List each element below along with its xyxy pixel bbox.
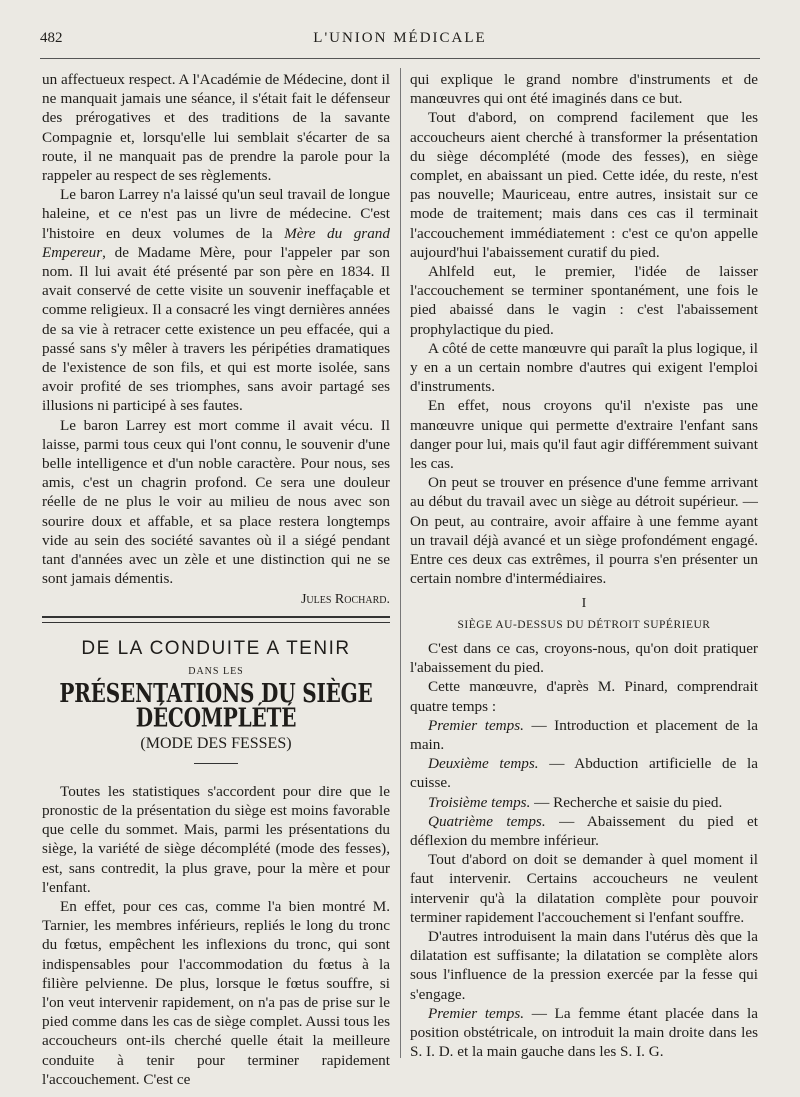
- step-text: — Abduction artificielle de la cuisse.: [410, 755, 758, 792]
- article-title-main: PRÉSENTATIONS DU SIÈGE DÉCOMPLÉTÉ: [59, 677, 373, 734]
- paragraph: D'autres introduisent la main dans l'utérus dès que la dilatation est suffisante; la dilatation se complète alors sous l'influence de la pression exercée par la fesse qui s'engage.: [410, 927, 758, 1003]
- paragraph: C'est dans ce cas, croyons-nous, qu'on doit pratiquer l'abaissement du pied.: [410, 639, 758, 677]
- paragraph: [410, 1004, 758, 1062]
- author-signature: Jules Rochard.: [300, 592, 390, 608]
- paragraph: Toutes les statistiques s'accordent pour dire que le pronostic de la présentation du siège est moins favorable que celle du sommet. Mais, parmi les présentations du siège, la variété de siège décomplété (mode des fesses), est, sans contredit, la plus grave, pour la mère et pour l'enfant.: [42, 782, 390, 896]
- paragraph: En effet, pour ces cas, comme l'a bien montré M. Tarnier, les membres inférieurs, repliés le long du tronc du fœtus, empêchent les inflexions du tronc, qui sont indispensables pour l'accommodation du fœtus à la filière pelvienne. De plus, lorsque le fœtus souffre, si l'on veut intervenir rapidement, on n'a pas de prise sur le pied comme dans les cas de siège complet. Aussi tous les accoucheurs ont-ils cherché quelle était la meilleure conduite à tenir pour terminer rapidement l'accouchement. C'est ce: [42, 897, 390, 1088]
- article-title-line1: DE LA CONDUITE A TENIR: [81, 637, 351, 659]
- step-item: [410, 793, 758, 812]
- paragraph: A côté de cette manœuvre qui paraît la plus logique, il y en a un certain nombre d'autres qui exigent l'emploi d'instruments.: [410, 339, 758, 396]
- step-label: Premier temps.: [428, 716, 524, 734]
- step-label: Deuxième temps.: [428, 755, 539, 773]
- section-separator: [42, 616, 390, 623]
- column-divider: [400, 68, 401, 1058]
- step-item: [410, 812, 758, 850]
- text-run: — La femme étant placée dans la position obstétricale, on introduit la main droite dans les S. I. D. et la main gauche dans les S. I. G.: [410, 1004, 758, 1061]
- article-title-line2: DANS LES: [188, 665, 244, 677]
- text-run: Le baron Larrey n'a laissé qu'un seul travail de longue haleine, et ce n'est pas un livre de médecine. C'est l'histoire en deux volumes de la: [42, 186, 390, 242]
- paragraph: Le baron Larrey est mort comme il avait vécu. Il laisse, parmi tous ceux qui l'ont connu, le souvenir d'une belle intelligence et d'un noble caractère. Pour nous, ses amis, c'est un chagrin profond. Ce sera une douleur réelle de ne plus le voir au milieu de nous avec son sourire doux et affable, et sa place restera longtemps vide au sein des société savantes où il a siégé pendant tant d'années avec un zèle et une distinction qui ne se sont jamais démentis.: [42, 416, 390, 588]
- paragraph: En effet, nous croyons qu'il n'existe pas une manœuvre unique qui permette d'extraire l'enfant sans danger pour lui, mais qu'il faut agir différemment suivant les cas.: [410, 397, 758, 473]
- step-item: [410, 716, 758, 754]
- book-title: Mère du grand Empereur: [42, 224, 390, 261]
- step-text: — Recherche et saisie du pied.: [530, 793, 723, 811]
- running-title: L'UNION MÉDICALE: [313, 29, 487, 46]
- paragraph: [42, 185, 390, 415]
- section-number: I: [581, 596, 587, 612]
- paragraph: Ahlfeld eut, le premier, l'idée de laisser l'accouchement se terminer spontanément, une fois le pied abaissé dans le vagin : c'est l'abaissement prophylactique du pied.: [410, 263, 758, 338]
- paragraph: Tout d'abord on doit se demander à quel moment il faut intervenir. Certains accoucheurs ne veulent intervenir qu'à la dilatation complète pour pouvoir terminer rapidement l'accouchement si l'enfant souffre.: [410, 851, 758, 926]
- step-text: — Introduction et placement de la main.: [410, 716, 758, 753]
- paragraph: un affectueux respect. A l'Académie de Médecine, dont il ne manquait jamais une séance, il s'était fait le défenseur des prérogatives et des traditions de la savante Compagnie et, lorsqu'elle lui semblait s'écarter de sa route, il ne manquait pas de prendre la parole pour la rappeler au respect de ses règlements.: [42, 71, 390, 185]
- article-subtitle: (MODE DES FESSES): [140, 734, 292, 752]
- step-item: [410, 754, 758, 792]
- section-title: SIÈGE AU-DESSUS DU DÉTROIT SUPÉRIEUR: [457, 618, 711, 631]
- paragraph: Tout d'abord, on comprend facilement que les accoucheurs aient cherché à transformer la présentation du siège décomplété (mode des fesses), en siège complet, en abaissant un pied. Cette idée, du reste, n'est pas nouvelle; Mauriceau, entre autres, insistait sur ce mode de traitement; mais dans ces cas il terminait l'accouchement immédiatement : c'est ce qu'on appelle aujourd'hui l'abaissement curatif du pied.: [410, 109, 758, 261]
- page-header: [40, 26, 760, 50]
- step-text: — Abaissement du pied et déflexion du membre inférieur.: [410, 812, 758, 849]
- text-run: , de Madame Mère, pour l'appeler par son nom. Il lui avait été présenté par son père en 1834. Il avait conservé de cette visite un souvenir ineffaçable et comme religieux. Il a consacré les vingt dernières années de sa vie à retracer cette existence un peu effacée, qui a passé sans s'y mêler à travers les péripéties dramatiques de l'existence de son fils, et qui est morte isolée, sans avoir profité de ses triomphes, sans avoir partagé ses illusions ni participé à ses fautes.: [42, 243, 390, 415]
- step-label: Troisième temps.: [428, 793, 531, 811]
- step-label: Premier temps.: [428, 1004, 525, 1022]
- title-rule: [194, 763, 238, 764]
- left-column: [42, 70, 390, 1089]
- paragraph: qui explique le grand nombre d'instruments et de manœuvres qui ont été imaginés dans ce but.: [410, 71, 758, 108]
- right-column: [410, 70, 758, 1061]
- header-rule: [40, 58, 760, 59]
- paragraph: On peut se trouver en présence d'une femme arrivant au début du travail avec un siège au détroit supérieur. — On peut, au contraire, avoir affaire à une femme ayant un travail déjà avancé et un siège profondément engagé. Entre ces deux cas extrêmes, il pourra s'en présenter un certain nombre d'intermédiaires.: [410, 474, 758, 588]
- paragraph: Cette manœuvre, d'après M. Pinard, comprendrait quatre temps :: [410, 678, 758, 715]
- page-number: 482: [40, 29, 63, 46]
- step-label: Quatrième temps.: [428, 812, 546, 830]
